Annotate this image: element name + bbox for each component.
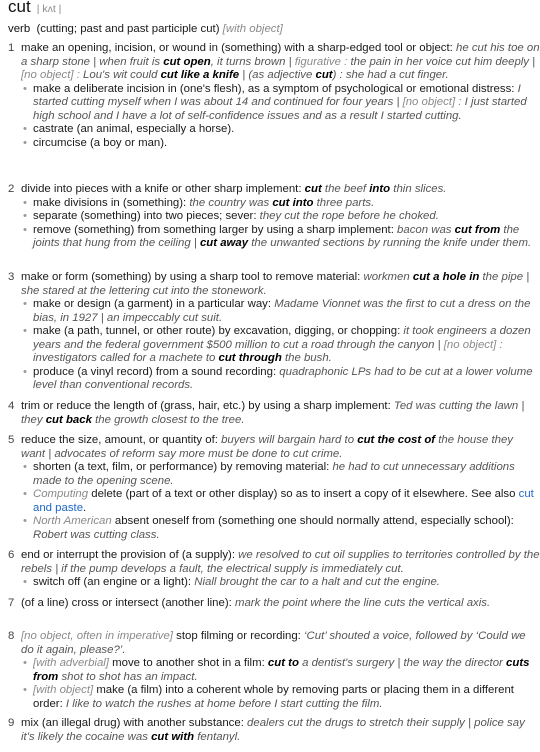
sense-number: 4	[8, 400, 15, 412]
subsense: • circumcise (a boy or man).	[21, 137, 540, 151]
headword-line	[8, 0, 61, 18]
part-of-speech: verb	[8, 23, 31, 35]
subsense: • [with object] make (a film) into a coherent whole by removing parts or placing them in a different order: I like to watch the rushes at home before I start cutting the film.	[21, 684, 540, 711]
subsense: • make or design (a garment) in a particular way: Madame Vionnet was the first to cut a dress on the bias, in 1927 | an impeccably cut suit.	[21, 298, 540, 325]
sense-number: 2	[8, 183, 15, 195]
sense-number: 9	[8, 717, 15, 729]
grammar-note: [with object]	[222, 23, 283, 35]
sense-definition: trim or reduce the length of (grass, hair, etc.) by using a sharp implement: Ted was cutting the lawn | they cut back the growth closest to the tree.	[21, 400, 525, 426]
sense-9	[8, 717, 540, 744]
sense-number: 7	[8, 597, 15, 609]
pronunciation: | kʌt |	[36, 3, 62, 15]
subsense: • switch off (an engine or a light): Niall brought the car to a halt and cut the engine.	[21, 576, 540, 590]
subsense: • make (a path, tunnel, or other route) by excavation, digging, or chopping: it took engineers a dozen years and the federal government $500 million to cut a road through the canyon | [no object] : investigators called for a machete to cut through the bush.	[21, 325, 540, 366]
subsense: • separate (something) into two pieces; sever: they cut the rope before he choked.	[21, 210, 540, 224]
sense-definition: (of a line) cross or intersect (another line): mark the point where the line cuts the vertical axis.	[21, 597, 491, 609]
subsense: • make divisions in (something): the country was cut into three parts.	[21, 197, 540, 211]
sense-number: 8	[8, 630, 15, 642]
sense-5	[8, 434, 540, 542]
sense-6	[8, 549, 540, 590]
sense-definition: [no object, often in imperative] stop filming or recording: ‘Cut’ shouted a voice, followed by ‘Could we do it again, please?’.	[21, 630, 526, 656]
headword: cut	[8, 0, 31, 16]
sense-3	[8, 271, 540, 393]
sense-definition: end or interrupt the provision of (a supply): we resolved to cut oil supplies to territories controlled by the rebels | if the pump develops a fault, the electrical supply is immediately cut.	[21, 549, 540, 575]
sense-8	[8, 630, 540, 711]
sense-2	[8, 183, 540, 251]
part-of-speech-line	[8, 23, 283, 37]
cut-and-paste-link[interactable]: cut and paste	[33, 488, 534, 514]
sense-number: 6	[8, 549, 15, 561]
sense-definition: mix (an illegal drug) with another substance: dealers cut the drugs to stretch their supply | police say it's likely the cocaine was cut with fentanyl.	[21, 717, 525, 743]
sense-definition: reduce the size, amount, or quantity of: buyers will bargain hard to cut the cost of the house they want | advocates of reform say more must be done to cut crime.	[21, 434, 513, 460]
subsense: • Computing delete (part of a text or other display) so as to insert a copy of it elsewhere. See also cut and paste.	[21, 488, 540, 515]
subsense: • North American absent oneself from (something one should normally attend, especially school): Robert was cutting class.	[21, 515, 540, 542]
subsense: • remove (something) from something larger by using a sharp implement: bacon was cut from the joints that hung from the ceiling | cut away the unwanted sections by running the knife under them.	[21, 224, 540, 251]
sense-definition: make an opening, incision, or wound in (something) with a sharp-edged tool or object: he cut his toe on a sharp stone | when fruit is cut open, it turns brown | figurative : the pain in her voice cut him deeply | [no object] : Lou's wit could cut like a knife | (as adjective cut) : she had a cut finger.	[21, 42, 540, 81]
subsense: • shorten (a text, film, or performance) by removing material: he had to cut unnecessary additions made to the opening scene.	[21, 461, 540, 488]
subsense: • [with adverbial] move to another shot in a film: cut to a dentist's surgery | the way the director cuts from shot to shot has an impact.	[21, 657, 540, 684]
subsense: • make a deliberate incision in (one's flesh), as a symptom of psychological or emotional distress: I started cutting myself when I was about 14 and continued for four years | [no object] : I just started high school and I have a lot of self-confidence issues and as a result I started cutting.	[21, 83, 540, 124]
sense-7	[8, 597, 540, 611]
sense-definition: divide into pieces with a knife or other sharp implement: cut the beef into thin slices.	[21, 183, 447, 195]
sense-number: 3	[8, 271, 15, 283]
sense-definition: make or form (something) by using a sharp tool to remove material: workmen cut a hole in the pipe | she stared at the lettering cut into the stonework.	[21, 271, 530, 297]
sense-4	[8, 400, 540, 427]
subsense: • castrate (an animal, especially a horse).	[21, 123, 540, 137]
sense-number: 1	[8, 42, 15, 54]
subsense: • produce (a vinyl record) from a sound recording: quadraphonic LPs had to be cut at a lower volume level than conventional records.	[21, 366, 540, 393]
sense-number: 5	[8, 434, 15, 446]
sense-1	[8, 42, 540, 150]
inflected-forms: (cutting; past and past participle cut)	[36, 23, 220, 35]
